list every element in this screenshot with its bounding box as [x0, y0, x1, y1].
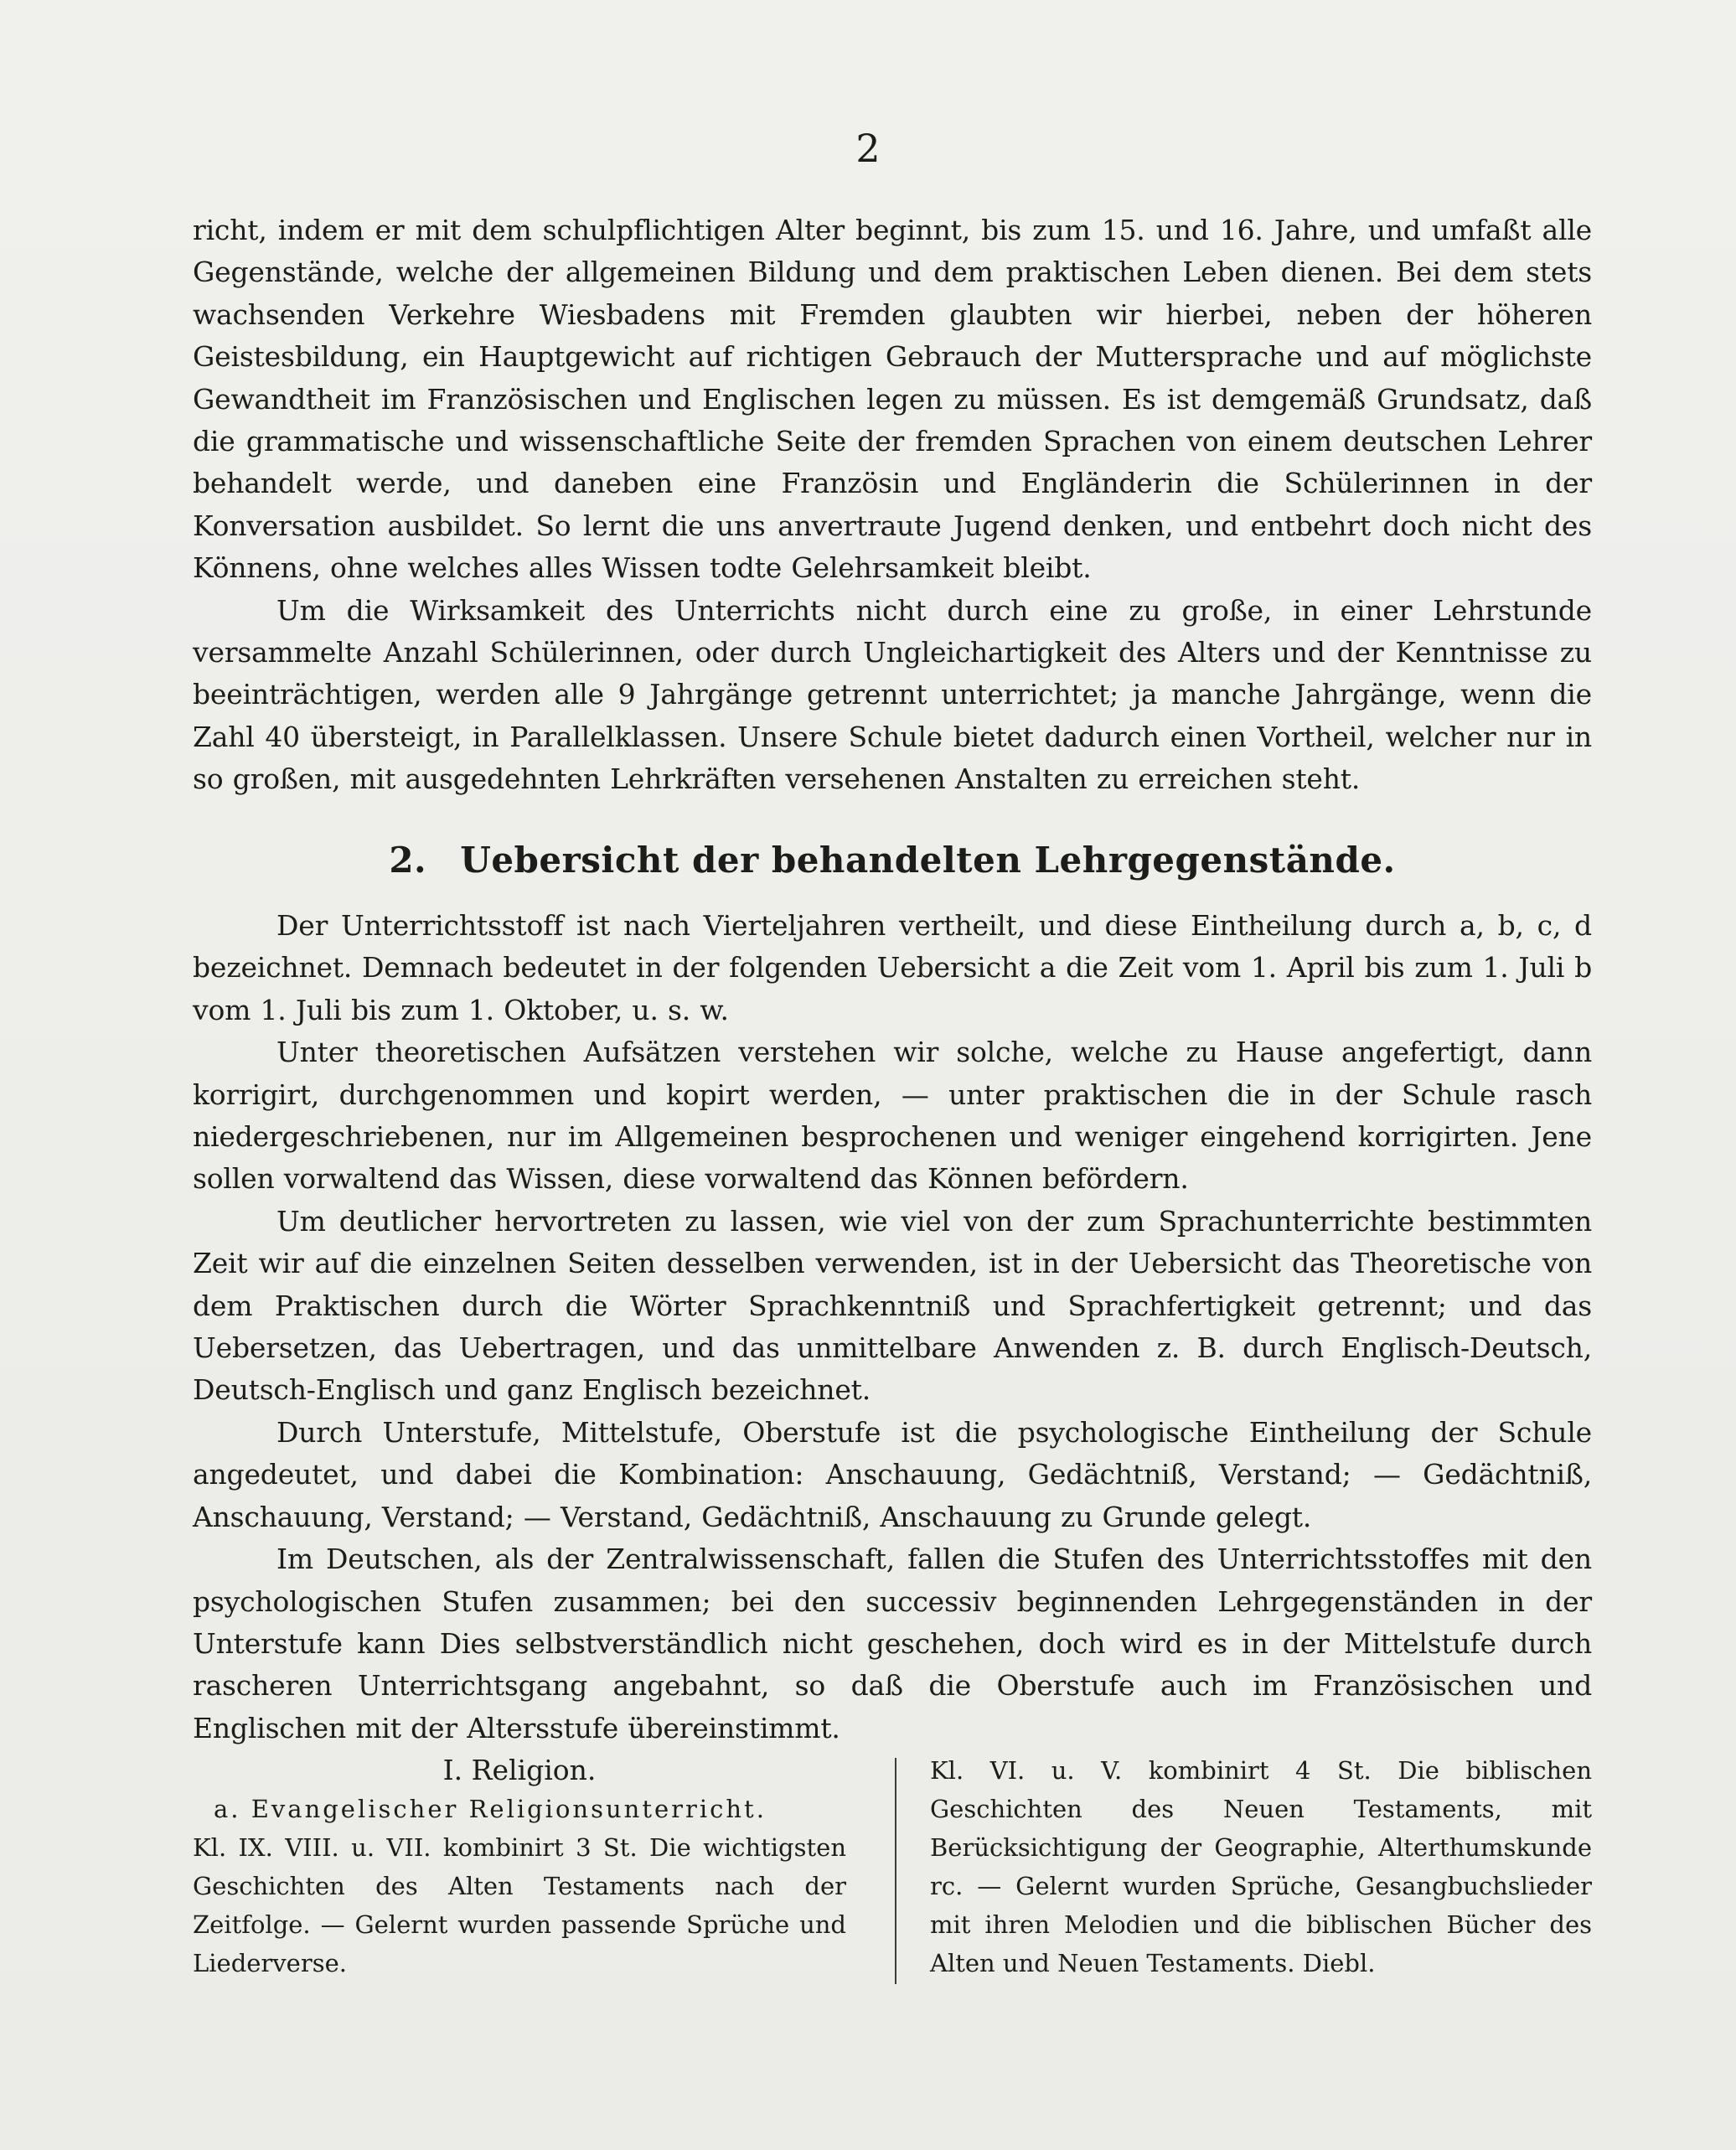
- section-title: Uebersicht der behandelten Lehrgegenstände.: [460, 840, 1396, 881]
- intro-text: [193, 209, 1592, 801]
- left-column: [193, 1751, 846, 1982]
- paragraph: Durch Unterstufe, Mittelstufe, Oberstufe ist die psychologische Eintheilung der Schule angedeutet, und dabei die Kombination: Anschauung, Gedächtniß, Verstand; — Gedächtniß, Anschauung, Verstand; — Verstand, Gedächtniß, Anschauung zu Grunde gelegt.: [193, 1415, 1592, 1533]
- page-number: 2: [855, 126, 881, 171]
- section-text: [193, 905, 1592, 1749]
- class-entry: Kl. IX. VIII. u. VII. kombinirt 3 St. Die wichtigsten Geschichten des Alten Testaments nach der Zeitfolge. — Gelernt wurden passende Sprüche und Liederverse.: [193, 1833, 846, 1977]
- right-column: [930, 1751, 1592, 1982]
- paragraph: Unter theoretischen Aufsätzen verstehen wir solche, welche zu Hause angefertigt, dann korrigirt, durchgenommen und kopirt werden, — unter praktischen die in der Schule rasch niedergeschriebenen, nur im Allgemeinen besprochenen und weniger eingehend korrigirten. Jene sollen vorwaltend das Wissen, diese vorwaltend das Können befördern.: [193, 1036, 1592, 1196]
- paragraph: Um deutlicher hervortreten zu lassen, wie viel von der zum Sprachunterrichte bestimmten Zeit wir auf die einzelnen Seiten desselben verwenden, ist in der Uebersicht das Theoretische von dem Praktischen durch die Wörter Sprachkenntniß und Sprachfertigkeit getrennt; und das Uebersetzen, das Uebertragen, und das unmittelbare Anwenden z. B. durch Englisch-Deutsch, Deutsch-Englisch und ganz Englisch bezeichnet.: [193, 1204, 1592, 1407]
- paragraph: richt, indem er mit dem schulpflichtigen Alter beginnt, bis zum 15. und 16. Jahre, und umfaßt alle Gegenstände, welche der allgemeinen Bildung und dem praktischen Leben dienen. Bei dem stets wachsenden Verkehre Wiesbadens mit Fremden glaubten wir hierbei, neben der höheren Geistesbildung, ein Hauptgewicht auf richtigen Gebrauch der Muttersprache und auf möglichste Gewandtheit im Französischen und Englischen legen zu müssen. Es ist demgemäß Grundsatz, daß die grammatische und wissenschaftliche Seite der fremden Sprachen von einem deutschen Lehrer behandelt werde, und daneben eine Französin und Engländerin die Schülerinnen in der Konversation ausbildet. So lernt die uns anvertraute Jugend denken, und entbehrt doch nicht des Könnens, ohne welches alles Wissen todte Gelehrsamkeit bleibt.: [193, 214, 1592, 585]
- paragraph: Um die Wirksamkeit des Unterrichts nicht durch eine zu große, in einer Lehrstunde versammelte Anzahl Schülerinnen, oder durch Ungleichartigkeit des Alters und der Kenntnisse zu beeinträchtigen, werden alle 9 Jahrgänge getrennt unterrichtet; ja manche Jahrgänge, wenn die Zahl 40 übersteigt, in Parallelklassen. Unsere Schule bietet dadurch einen Vortheil, welcher nur in so großen, mit ausgedehnten Lehrkräften versehenen Anstalten zu erreichen steht.: [193, 593, 1592, 796]
- column-divider: [895, 1758, 896, 1984]
- column-subtitle: a. Evangelischer Religionsunterricht.: [214, 1795, 767, 1823]
- paragraph: Im Deutschen, als der Zentralwissenschaft, fallen die Stufen des Unterrichtsstoffes mit den psychologischen Stufen zusammen; bei den successiv beginnenden Lehrgegenständen in der Unterstufe kann Dies selbstverständlich nicht geschehen, doch wird es in der Mittelstufe durch rascheren Unterrichtsgang angebahnt, so daß die Oberstufe auch im Französischen und Englischen mit der Altersstufe übereinstimmt.: [193, 1543, 1592, 1744]
- column-title: I. Religion.: [442, 1754, 597, 1786]
- class-entry: Kl. VI. u. V. kombinirt 4 St. Die biblischen Geschichten des Neuen Testaments, mit Berücksichtigung der Geographie, Alterthumskunde rc. — Gelernt wurden Sprüche, Gesangbuchslieder mit ihren Melodien und die biblischen Bücher des Alten und Neuen Testaments. Diebl.: [930, 1756, 1592, 1977]
- paragraph: Der Unterrichtsstoff ist nach Vierteljahren vertheilt, und diese Eintheilung durch a, b, c, d bezeichnet. Demnach bedeutet in der folgenden Uebersicht a die Zeit vom 1. April bis zum 1. Juli b vom 1. Juli bis zum 1. Oktober, u. s. w.: [193, 909, 1592, 1026]
- section-number: 2.: [389, 840, 427, 881]
- section-heading: [193, 840, 1592, 881]
- two-column-section: [193, 1751, 1592, 1994]
